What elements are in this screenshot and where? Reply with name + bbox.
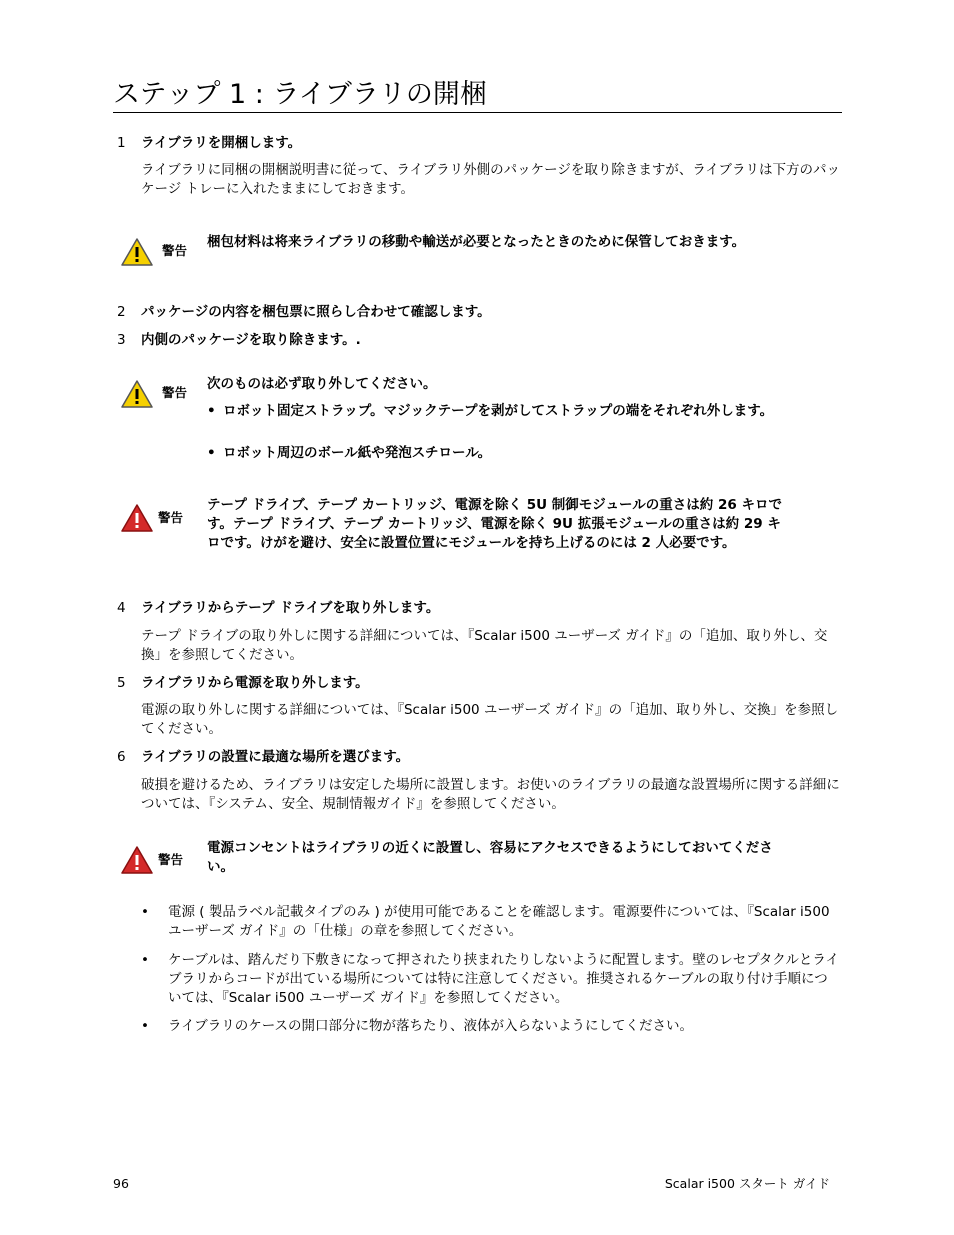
step-1-heading: ライブラリを開梱します。 [141,135,302,151]
caution-icon [120,237,154,267]
list-item [141,903,841,943]
step-5-heading: ライブラリから電源を取り外します。 [141,675,369,691]
step-4-heading: ライブラリからテープ ドライブを取り外します。 [141,600,440,616]
warning-3-text: テープ ドライブ、テープ カートリッジ、電源を除く 5U 制御モジュールの重さは約 26 キロです。テープ ドライブ、テープ カートリッジ、電源を除く 9U 拡張モジュールの重さは約 29 キロです。けがを避け、安全に設置位置にモジュールを持ち上げるのには 2 人必要です。 [207,497,782,551]
warning-1-text: 梱包材料は将来ライブラリの移動や輸送が必要となったときのために保管しておきます。 [207,234,746,250]
bullet-marker: • [141,1018,149,1034]
danger-warning-icon [120,845,154,875]
bullet-marker: • [141,952,149,968]
bullet-marker: • [207,445,216,461]
warning-2-label: 警告 [162,385,188,400]
list-item-text: 電源 ( 製品ラベル記載タイプのみ ) が使用可能であることを確認します。電源要件については、『Scalar i500 ユーザーズ ガイド』の「仕様」の章を参照してください。 [168,904,830,939]
bullet-marker: • [141,904,149,920]
warning-2-bullet-text: ロボット固定ストラップ。マジックテープを剥がしてストラップの端をそれぞれ外します。 [223,403,774,419]
step-2-number: 2 [117,304,126,320]
warning-4-label: 警告 [158,852,184,867]
page-title: ステップ 1 : ライブラリの開梱 [113,79,487,110]
step-1-body: ライブラリに同梱の開梱説明書に従って、ライブラリ外側のパッケージを取り除きますが、ライブラリは下方のパッケージ トレーに入れたままにしておきます。 [141,162,841,197]
warning-2-bullet-text: ロボット周辺のボール紙や発泡スチロール。 [223,445,492,461]
bullet-marker: • [207,403,216,419]
warning-4-text: 電源コンセントはライブラリの近くに設置し、容易にアクセスできるようにしておいてください。 [207,840,773,875]
danger-warning-icon [120,503,154,533]
list-item-text: ケーブルは、踏んだり下敷きになって押されたり挟まれたりしないように配置します。壁のレセプタクルとライブラリからコードが出ている場所については特に注意してください。推奨されるケーブルの取り付け手順については、『Scalar i500 ユーザーズ ガイド』を参照してください。 [168,952,839,1006]
warning-2-bullet [207,444,782,464]
step-2-heading: パッケージの内容を梱包票に照らし合わせて確認します。 [141,304,491,320]
step-6-heading: ライブラリの設置に最適な場所を選びます。 [141,749,410,765]
list-item-text: ライブラリのケースの開口部分に物が落ちたり、液体が入らないようにしてください。 [168,1018,694,1034]
warning-2-bullet [207,402,782,442]
warning-3-label: 警告 [158,510,184,525]
page-number: 96 [113,1176,129,1191]
step-1-number: 1 [117,135,126,151]
caution-icon [120,379,154,409]
step-3-number: 3 [117,332,126,348]
step-4-number: 4 [117,600,126,616]
step-5-body: 電源の取り外しに関する詳細については、『Scalar i500 ユーザーズ ガイド』の「追加、取り外し、交換」を参照してください。 [141,702,839,737]
list-item [141,951,841,1009]
warning-1-label: 警告 [162,243,188,258]
step-6-number: 6 [117,749,126,765]
step-3-heading: 内側のパッケージを取り除きます。. [141,332,361,348]
title-rule [113,112,842,113]
step-4-body: テープ ドライブの取り外しに関する詳細については、『Scalar i500 ユーザーズ ガイド』の「追加、取り外し、交換」を参照してください。 [141,628,828,663]
list-item [141,1017,841,1037]
warning-2-text: 次のものは必ず取り外してください。 [207,376,437,392]
step-6-body: 破損を避けるため、ライブラリは安定した場所に設置します。お使いのライブラリの最適な設置場所に関する詳細については、『システム、安全、規制情報ガイド』を参照してください。 [141,777,840,812]
step-5-number: 5 [117,675,126,691]
footer-doc-title: Scalar i500 スタート ガイド [664,1176,830,1191]
